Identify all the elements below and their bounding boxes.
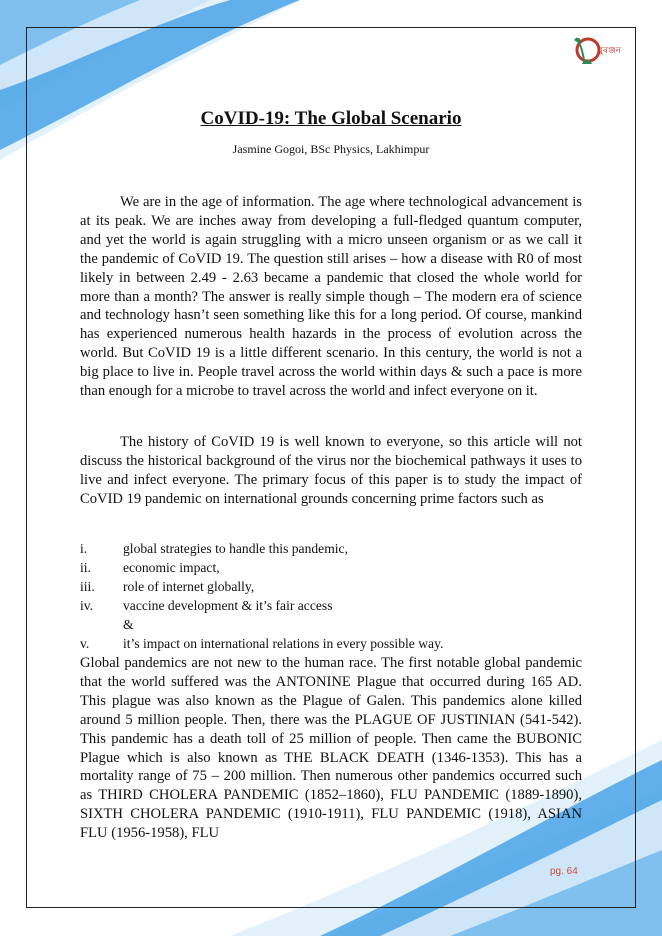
list-item-text: global strategies to handle this pandemic,	[123, 541, 348, 556]
list-ampersand: &	[123, 616, 134, 632]
list-item	[80, 559, 582, 578]
list-item-text: vaccine development & it’s fair access	[123, 597, 333, 613]
article-title: CoVID-19: The Global Scenario	[200, 108, 462, 129]
paragraph-pandemics: Global pandemics are not new to the human race. The first notable global pandemic that the world suffered was the ANTONINE Plague that occurred during 165 AD. This plague was also known as the Plague of Galen. This pandemics alone killed around 5 million people. Then, there was the PLAGUE OF JUSTINIAN (541-542). This pandemic has a death toll of 25 million of people. Then came the BUBONIC Plague which is also known as THE BLACK DEATH (1346-1353). This has a mortality range of 75 – 200 million. Then numerous other pandemics occurred such as THIRD CHOLERA PANDEMIC (1852–1860), FLU PANDEMIC (1889-1890), SIXTH CHOLERA PANDEMIC (1910-1911), FLU PANDEMIC (1918), ASIAN FLU (1956-1958), FLU	[80, 655, 582, 842]
page-number: pg. 64	[550, 866, 578, 877]
article-author: Jasmine Gogoi, BSc Physics, Lakhimpur	[232, 142, 430, 156]
logo-text: বুৰঞ্জন	[598, 46, 622, 56]
list-item	[80, 635, 582, 654]
list-item-number: ii.	[80, 559, 91, 575]
list-item-text: economic impact,	[123, 559, 220, 575]
list-item-text: role of internet globally,	[123, 578, 255, 594]
paragraph-intro: We are in the age of information. The age where technological advancement is at its peak. We are inches away from developing a full-fledged quantum computer, and yet the world is again struggling with a micro unseen organism or as we call it the pandemic of CoVID 19. The question still arises – how a disease with R0 of most likely in between 2.49 - 2.63 became a pandemic that closed the whole world for more than a month? The answer is really simple though – The modern era of science and technology hasn’t seen something like this for a long period. Of course, mankind has experienced numerous health hazards in the process of evolution across the world. But CoVID 19 is a little different scenario. In this century, the world is not a big place to live in. People travel across the world within days & such a pace is more than enough for a microbe to travel across the world and infect everyone on it.	[80, 194, 582, 400]
list-item-number: iii.	[80, 578, 95, 594]
list-item	[80, 597, 582, 616]
factor-list	[80, 540, 582, 653]
paragraph-history: The history of CoVID 19 is well known to everyone, so this article will not discuss the historical background of the virus nor the biochemical pathways it uses to live and infect everyone. The primary focus of this paper is to study the impact of CoVID 19 pandemic on international grounds concerning prime factors such as	[80, 434, 582, 507]
list-item-text: it’s impact on international relations in every possible way.	[123, 635, 444, 651]
list-item-number: v.	[80, 635, 90, 651]
list-item	[80, 578, 582, 597]
list-item-number: iv.	[80, 597, 94, 613]
list-item	[80, 540, 582, 559]
list-item-number: i.	[80, 541, 88, 556]
